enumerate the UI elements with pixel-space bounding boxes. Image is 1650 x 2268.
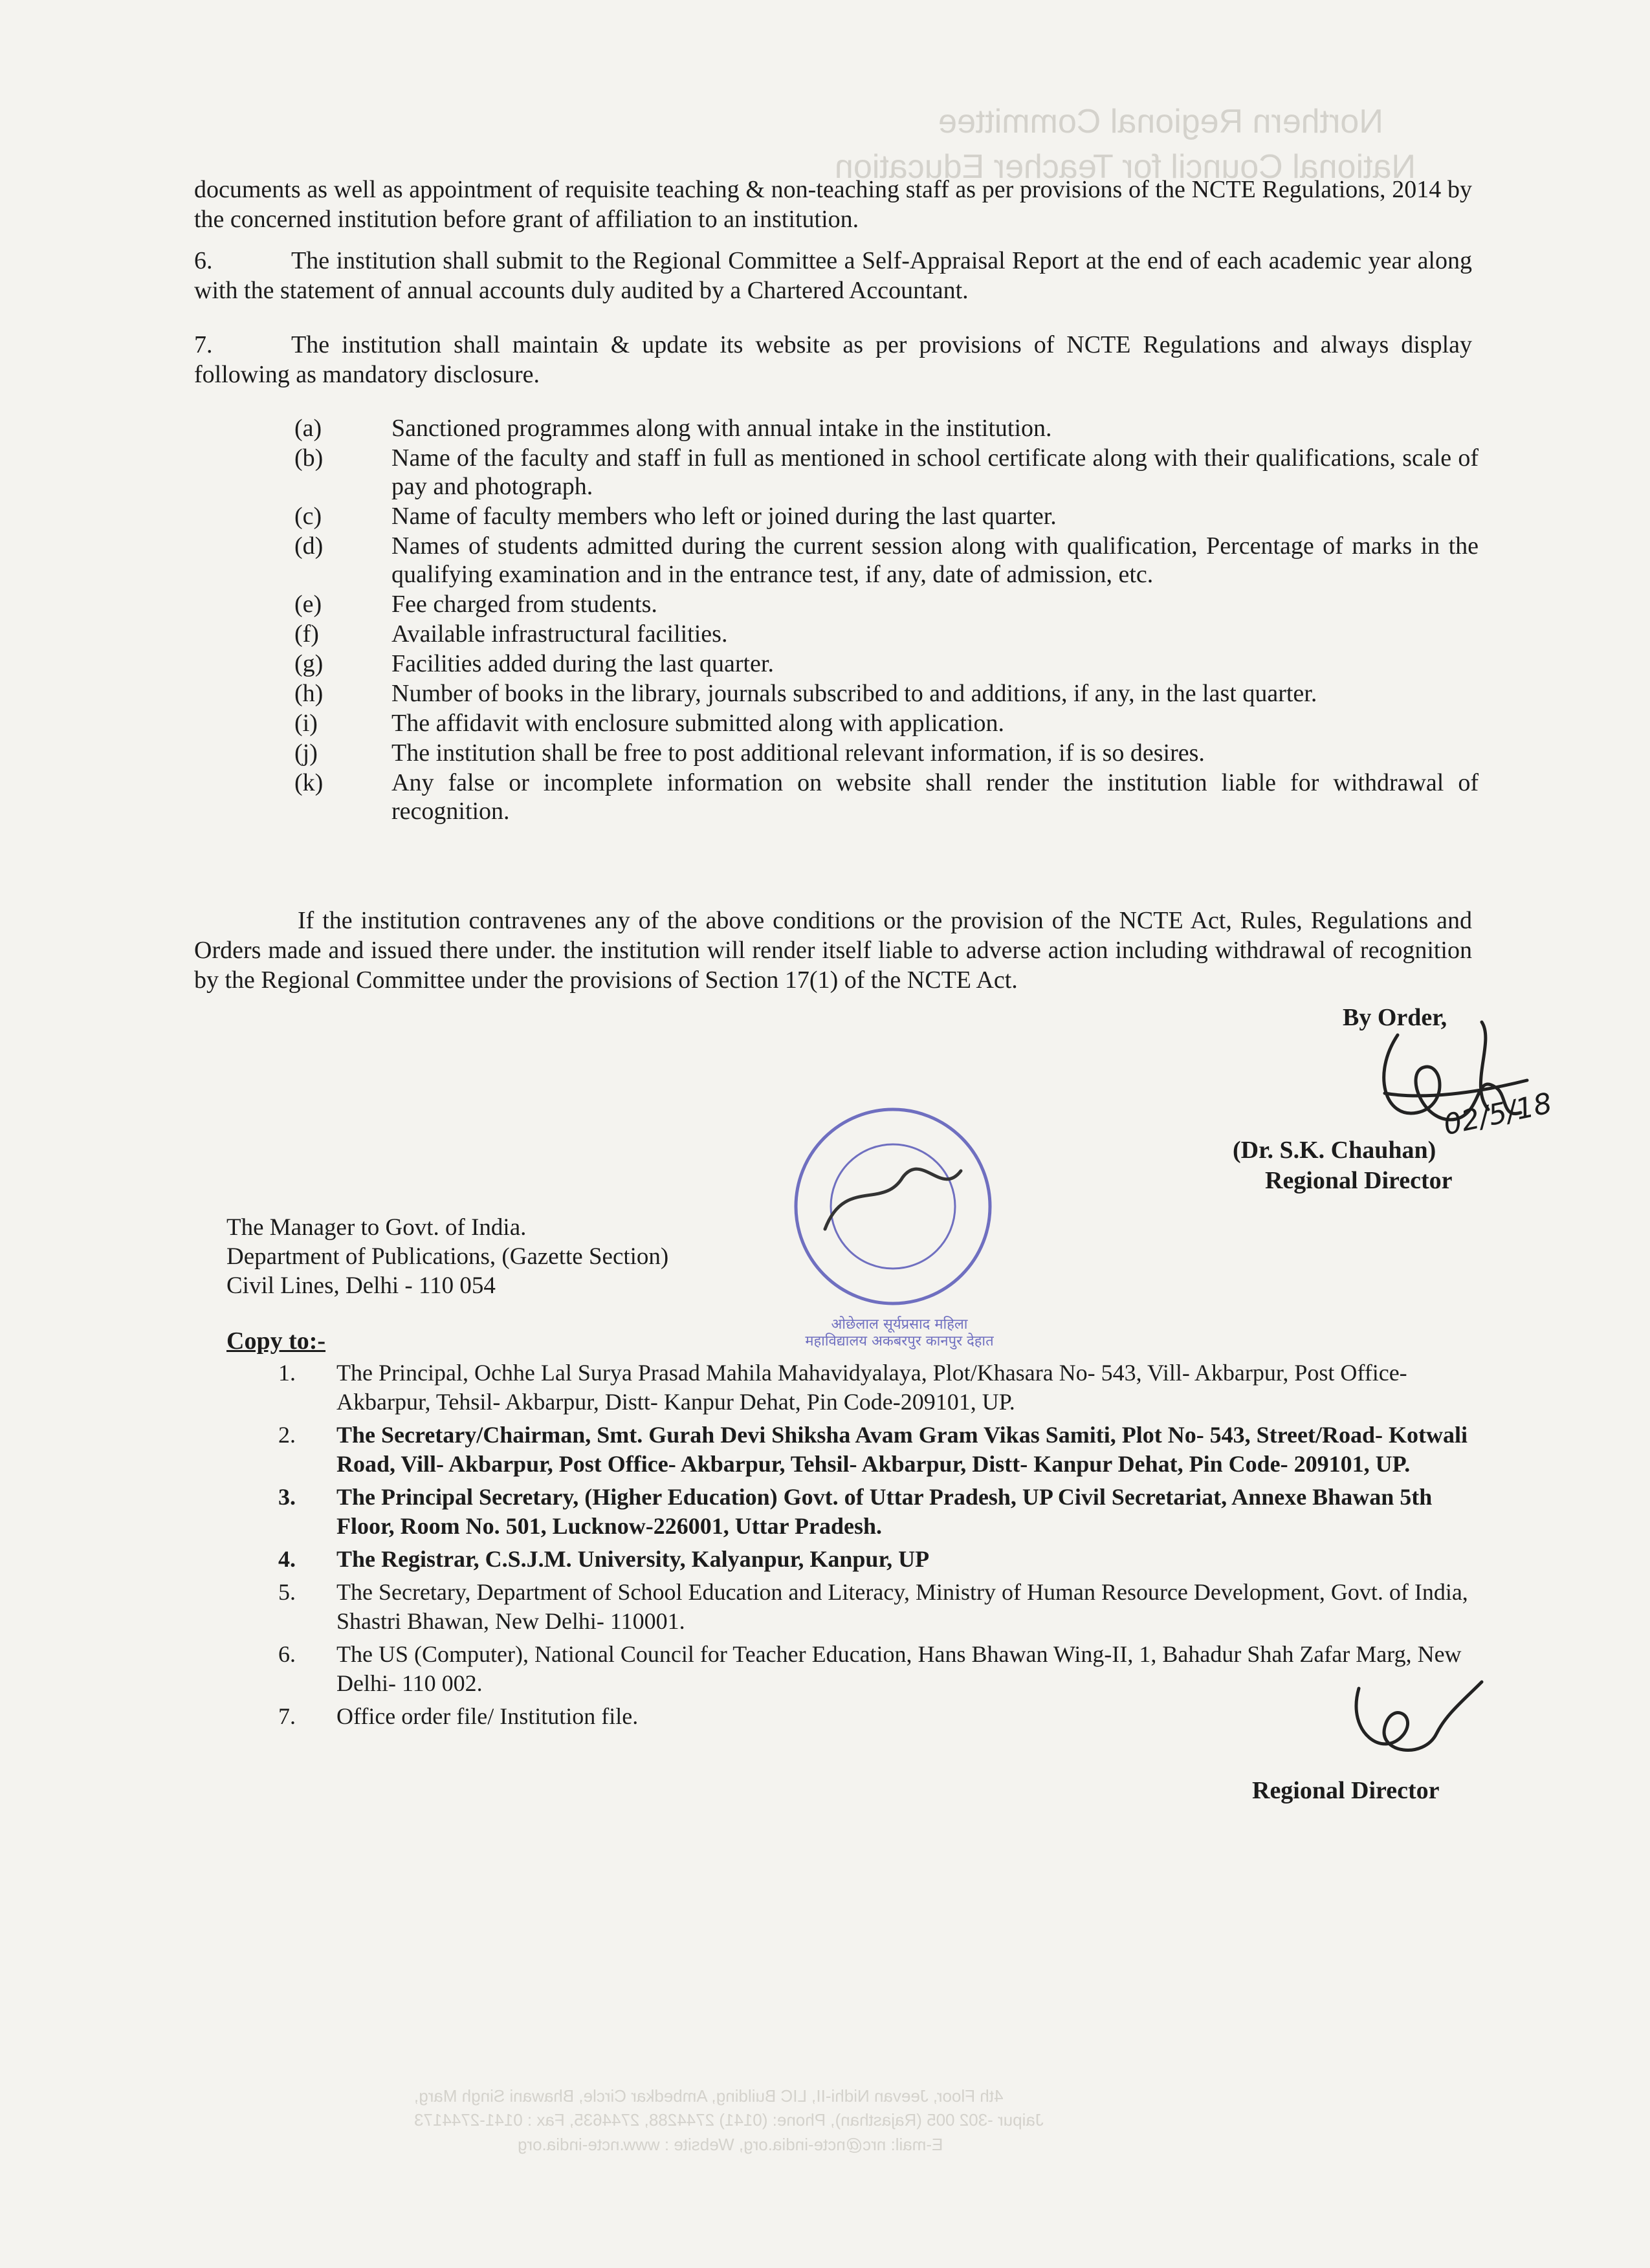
disclosure-item (294, 769, 1479, 825)
condition-7-text: The institution shall maintain & update its website as per provisions of NCTE Regulations and always display following as mandatory disclosure. (194, 331, 1472, 388)
copy-to-number: 5. (278, 1579, 296, 1605)
copy-signer-designation: Regional Director (1252, 1777, 1440, 1804)
copy-to-text: The Registrar, C.S.J.M. University, Kalyanpur, Kanpur, UP (336, 1546, 930, 1572)
stamp-text: ओछेलाल सूर्यप्रसाद महिला महाविद्यालय अकबरपुर कानपुर देहात (805, 1316, 994, 1349)
condition-7 (194, 330, 1472, 389)
disclosure-item (294, 414, 1479, 442)
bleed-footer-line2: Jaipur -302 005 (Rajasthan), Phone: (0141) 2744288, 2744635, Fax : 0141-2744173 (414, 2110, 1044, 2130)
addressee-line: Civil Lines, Delhi - 110 054 (226, 1272, 496, 1299)
copy-to-number: 2. (278, 1422, 296, 1448)
disclosure-label: (g) (294, 650, 324, 677)
disclosure-label: (j) (294, 739, 318, 767)
disclosure-text: The affidavit with enclosure submitted along with application. (391, 710, 1004, 737)
copy-to-text: Office order file/ Institution file. (336, 1703, 639, 1729)
disclosure-item (294, 502, 1479, 530)
copy-to-number: 6. (278, 1641, 296, 1667)
disclosure-text: Any false or incomplete information on website shall render the institution liable for withdrawal of recognition. (391, 769, 1479, 825)
disclosure-item (294, 444, 1479, 501)
disclosure-label: (e) (294, 591, 322, 618)
condition-6-text: The institution shall submit to the Regional Committee a Self-Appraisal Report at the end of each academic year along with the statement of annual accounts duly audited by a Chartered Accountant. (194, 247, 1472, 304)
disclosure-text: Names of students admitted during the current session along with qualification, Percentage of marks in the qualifying examination and in the entrance test, if any, date of admission, etc. (391, 532, 1479, 588)
signatory-name: (Dr. S.K. Chauhan) (1233, 1137, 1436, 1164)
disclosure-text: Name of the faculty and staff in full as mentioned in school certificate along with their qualifications, scale of pay and photograph. (391, 444, 1479, 500)
signatory-designation: Regional Director (1265, 1167, 1453, 1194)
bleed-header-line2: National Council for Teacher Education (835, 148, 1416, 186)
disclosure-text: The institution shall be free to post additional relevant information, if is so desires. (391, 739, 1205, 767)
disclosure-label: (c) (294, 503, 322, 530)
disclosure-item (294, 590, 1479, 618)
copy-to-text: The Principal Secretary, (Higher Education) Govt. of Uttar Pradesh, UP Civil Secretariat, Annexe Bhawan 5th Floor, Room No. 501, Lucknow-226001, Uttar Pradesh. (336, 1484, 1433, 1539)
disclosure-item (294, 709, 1479, 737)
second-signature (1339, 1663, 1495, 1792)
disclosure-label: (f) (294, 620, 319, 648)
disclosure-item (294, 620, 1479, 648)
disclosure-label: (b) (294, 444, 324, 472)
signature-date: 02/5/18 (1440, 1086, 1555, 1142)
institution-stamp (786, 1100, 1000, 1313)
disclosure-text: Fee charged from students. (391, 591, 657, 618)
disclosure-item (294, 739, 1479, 767)
continuation-paragraph: documents as well as appointment of requisite teaching & non-teaching staff as per provisions of the NCTE Regulations, 2014 by the concerned institution before grant of affiliation to an institution. (194, 176, 1472, 233)
disclosure-label: (d) (294, 532, 324, 560)
disclosure-text: Facilities added during the last quarter. (391, 650, 774, 677)
copy-to-number: 1. (278, 1360, 296, 1386)
closing-paragraph-text: If the institution contravenes any of the above conditions or the provision of the NCTE Act, Rules, Regulations and Orders made and issued there under. the institution will render itself liable to adverse action including withdrawal of recognition by the Regional Committee under the provisions of Section 17(1) of the NCTE Act. (194, 907, 1472, 994)
copy-to-number: 3. (278, 1484, 296, 1510)
disclosure-label: (i) (294, 710, 318, 737)
disclosure-text: Available infrastructural facilities. (391, 620, 728, 648)
disclosure-item (294, 679, 1479, 708)
copy-to-list (278, 1358, 1488, 1735)
disclosure-item (294, 649, 1479, 678)
closing-paragraph (194, 906, 1472, 995)
disclosure-label: (k) (294, 769, 324, 796)
bleed-footer-line1: 4th Floor, Jeevan Nidhi-II, LIC Building, Ambedkar Circle, Bhawani Singh Marg, (414, 2086, 1004, 2106)
copy-to-text: The Principal, Ochhe Lal Surya Prasad Mahila Mahavidyalaya, Plot/Khasara No- 543, Vill- Akbarpur, Post Office- Akbarpur, Tehsil- Akbarpur, Distt- Kanpur Dehat, Pin Code-209101, UP. (336, 1360, 1407, 1415)
copy-to-item (278, 1640, 1488, 1698)
disclosure-text: Name of faculty members who left or joined during the last quarter. (391, 503, 1057, 530)
disclosure-item (294, 532, 1479, 589)
condition-6-number: 6. (194, 247, 213, 274)
copy-to-text: The Secretary, Department of School Education and Literacy, Ministry of Human Resource Development, Govt. of India, Shastri Bhawan, New Delhi- 110001. (336, 1579, 1468, 1634)
copy-to-item (278, 1358, 1488, 1417)
copy-to-item (278, 1545, 1488, 1574)
copy-to-heading: Copy to:- (226, 1327, 326, 1355)
disclosure-label: (a) (294, 415, 322, 442)
copy-to-number: 4. (278, 1546, 296, 1572)
copy-to-item (278, 1421, 1488, 1479)
by-order-label: By Order, (1343, 1004, 1447, 1031)
disclosure-list (294, 414, 1479, 827)
condition-7-number: 7. (194, 331, 213, 358)
disclosure-text: Number of books in the library, journals subscribed to and additions, if any, in the last quarter. (391, 680, 1317, 707)
addressee-block (226, 1213, 668, 1300)
disclosure-label: (h) (294, 680, 324, 707)
disclosure-text: Sanctioned programmes along with annual intake in the institution. (391, 415, 1052, 442)
bleed-header-line1: Northern Regional Committee (938, 103, 1383, 140)
addressee-line: The Manager to Govt. of India. (226, 1214, 527, 1241)
condition-6 (194, 246, 1472, 305)
copy-to-number: 7. (278, 1703, 296, 1729)
copy-to-item (278, 1483, 1488, 1541)
copy-to-item (278, 1578, 1488, 1636)
copy-to-item (278, 1702, 1488, 1731)
copy-to-text: The Secretary/Chairman, Smt. Gurah Devi Shiksha Avam Gram Vikas Samiti, Plot No- 543, Street/Road- Kotwali Road, Vill- Akbarpur, Post Office- Akbarpur, Tehsil- Akbarpur, Distt- Kanpur Dehat, Pin Code- 209101, UP. (336, 1422, 1468, 1477)
bleed-footer-line3: E-mail: nrc@ncte-india.org, Website : www.ncte-india.org (518, 2135, 943, 2154)
addressee-line: Department of Publications, (Gazette Section) (226, 1243, 669, 1270)
copy-to-text: The US (Computer), National Council for Teacher Education, Hans Bhawan Wing-II, 1, Bahadur Shah Zafar Marg, New Delhi- 110 002. (336, 1641, 1462, 1696)
